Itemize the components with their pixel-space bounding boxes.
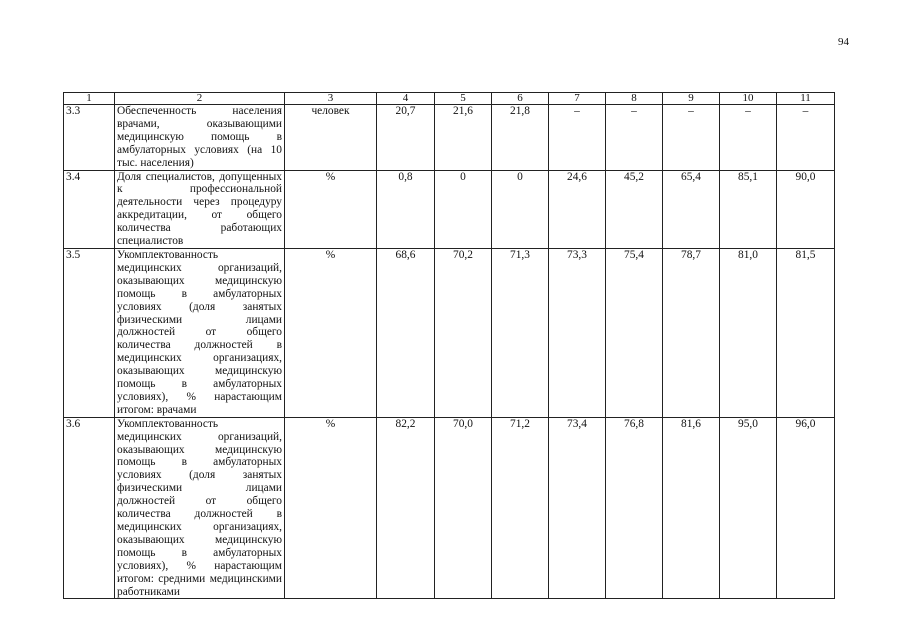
page-number: 94 [838, 36, 849, 48]
value-cell: 21,6 [435, 105, 492, 171]
value-cell: 78,7 [663, 248, 720, 417]
value-cell: 71,2 [492, 417, 549, 599]
value-cell: 85,1 [720, 170, 777, 248]
table-row [64, 417, 835, 599]
value-cell: 0 [492, 170, 549, 248]
value-cell: 73,4 [549, 417, 606, 599]
value-cell: 45,2 [606, 170, 663, 248]
column-number: 8 [606, 93, 663, 105]
value-cell: 76,8 [606, 417, 663, 599]
value-cell: – [663, 105, 720, 171]
column-number-row [64, 93, 835, 105]
value-cell: 81,5 [777, 248, 835, 417]
indicators-table [63, 92, 835, 599]
column-number: 4 [377, 93, 435, 105]
unit-cell: человек [285, 105, 377, 171]
row-number: 3.4 [64, 170, 115, 248]
column-number: 9 [663, 93, 720, 105]
value-cell: 90,0 [777, 170, 835, 248]
value-cell: – [549, 105, 606, 171]
value-cell: – [720, 105, 777, 171]
unit-cell: % [285, 248, 377, 417]
value-cell: – [777, 105, 835, 171]
table-row [64, 105, 835, 171]
table-row [64, 248, 835, 417]
value-cell: 73,3 [549, 248, 606, 417]
value-cell: 65,4 [663, 170, 720, 248]
column-number: 5 [435, 93, 492, 105]
column-number: 3 [285, 93, 377, 105]
indicator-description: Доля специалистов, допущенных к профессиональной деятельности через процедуру аккредитации, от общего количества работающих специалистов [115, 170, 285, 248]
value-cell: 24,6 [549, 170, 606, 248]
column-number: 1 [64, 93, 115, 105]
unit-cell: % [285, 417, 377, 599]
value-cell: 81,0 [720, 248, 777, 417]
value-cell: 75,4 [606, 248, 663, 417]
value-cell: 21,8 [492, 105, 549, 171]
value-cell: 20,7 [377, 105, 435, 171]
table-row [64, 170, 835, 248]
column-number: 7 [549, 93, 606, 105]
value-cell: 70,2 [435, 248, 492, 417]
value-cell: 70,0 [435, 417, 492, 599]
value-cell: 95,0 [720, 417, 777, 599]
column-number: 11 [777, 93, 835, 105]
value-cell: 82,2 [377, 417, 435, 599]
value-cell: 0,8 [377, 170, 435, 248]
column-number: 2 [115, 93, 285, 105]
unit-cell: % [285, 170, 377, 248]
row-number: 3.3 [64, 105, 115, 171]
value-cell: – [606, 105, 663, 171]
column-number: 10 [720, 93, 777, 105]
value-cell: 71,3 [492, 248, 549, 417]
row-number: 3.6 [64, 417, 115, 599]
indicator-description: Обеспеченность населения врачами, оказывающими медицинскую помощь в амбулаторных условиях (на 10 тыс. населения) [115, 105, 285, 171]
value-cell: 81,6 [663, 417, 720, 599]
indicator-description: Укомплектованность медицинских организаций, оказывающих медицинскую помощь в амбулаторных условиях (доля занятых физическими лицами должностей от общего количества должностей в медицинских организациях, оказывающих медицинскую помощь в амбулаторных условиях), % нарастающим итогом: врачами [115, 248, 285, 417]
row-number: 3.5 [64, 248, 115, 417]
value-cell: 0 [435, 170, 492, 248]
value-cell: 96,0 [777, 417, 835, 599]
column-number: 6 [492, 93, 549, 105]
indicator-description: Укомплектованность медицинских организаций, оказывающих медицинскую помощь в амбулаторных условиях (доля занятых физическими лицами должностей от общего количества должностей в медицинских организациях, оказывающих медицинскую помощь в амбулаторных условиях), % нарастающим итогом: средними медицинскими работниками [115, 417, 285, 599]
value-cell: 68,6 [377, 248, 435, 417]
